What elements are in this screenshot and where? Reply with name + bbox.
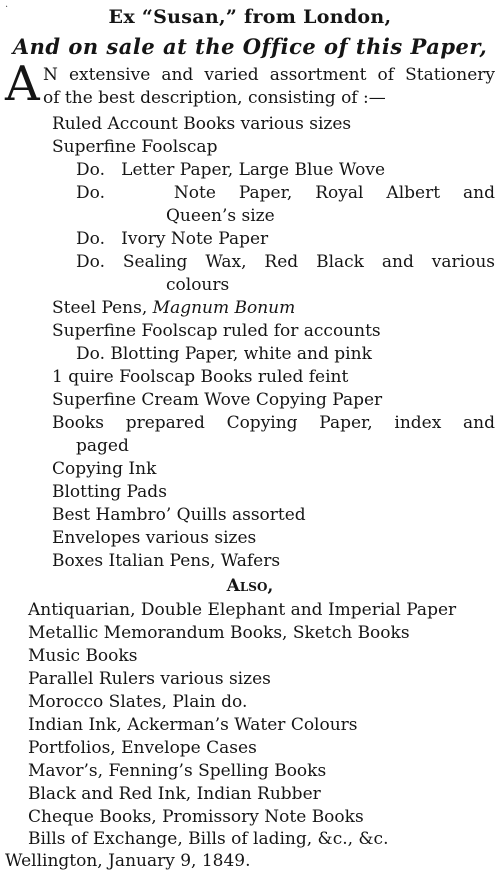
intro-line: N extensive and varied assortment of Stationery	[43, 65, 495, 85]
list-item: Do. Ivory Note Paper	[76, 229, 269, 249]
also-item: Morocco Slates, Plain do.	[28, 692, 248, 712]
also-item: Bills of Exchange, Bills of lading, &c., &c.	[28, 829, 389, 849]
list-item-continuation: Queen’s size	[166, 206, 275, 226]
advertisement-subtitle: And on sale at the Office of this Paper,	[12, 34, 488, 59]
list-item: Superfine Cream Wove Copying Paper	[52, 390, 383, 410]
also-item: Antiquarian, Double Elephant and Imperial Paper	[28, 600, 457, 620]
drop-cap: A	[5, 56, 40, 112]
list-item: Superfine Foolscap	[52, 137, 218, 157]
list-item	[52, 298, 295, 318]
list-item-text: Steel Pens,	[52, 298, 153, 318]
list-item: Copying Ink	[52, 459, 157, 479]
list-item-emphasis: Magnum Bonum	[152, 298, 296, 318]
list-item: Ruled Account Books various sizes	[52, 114, 352, 134]
list-item: Envelopes various sizes	[52, 528, 257, 548]
list-item-continuation: paged	[76, 436, 129, 456]
list-item: Blotting Pads	[52, 482, 167, 502]
also-item: Music Books	[28, 646, 138, 666]
also-item: Indian Ink, Ackerman’s Water Colours	[28, 715, 358, 735]
list-item: Superfine Foolscap ruled for accounts	[52, 321, 381, 341]
also-item: Black and Red Ink, Indian Rubber	[28, 784, 321, 804]
list-item: Do. Sealing Wax, Red Black and various	[76, 252, 495, 272]
dateline: Wellington, January 9, 1849.	[5, 851, 251, 871]
list-item: Do. Letter Paper, Large Blue Wove	[76, 160, 386, 180]
also-item: Portfolios, Envelope Cases	[28, 738, 257, 758]
advertisement-title: Ex “Susan,” from London,	[108, 6, 392, 28]
also-heading: Also,	[226, 576, 274, 596]
also-item: Metallic Memorandum Books, Sketch Books	[28, 623, 410, 643]
also-item: Mavor’s, Fenning’s Spelling Books	[28, 761, 327, 781]
also-item: Parallel Rulers various sizes	[28, 669, 271, 689]
corner-mark: ·	[5, 2, 9, 13]
list-item: Books prepared Copying Paper, index and	[52, 413, 495, 433]
also-item: Cheque Books, Promissory Note Books	[28, 807, 364, 827]
list-item: 1 quire Foolscap Books ruled feint	[52, 367, 349, 387]
list-item: Do. Note Paper, Royal Albert and	[76, 183, 495, 203]
intro-line: of the best description, consisting of :—	[43, 88, 386, 108]
list-item: Boxes Italian Pens, Wafers	[52, 551, 281, 571]
list-item: Do. Blotting Paper, white and pink	[76, 344, 372, 364]
list-item: Best Hambro’ Quills assorted	[52, 505, 306, 525]
list-item-continuation: colours	[166, 275, 230, 295]
